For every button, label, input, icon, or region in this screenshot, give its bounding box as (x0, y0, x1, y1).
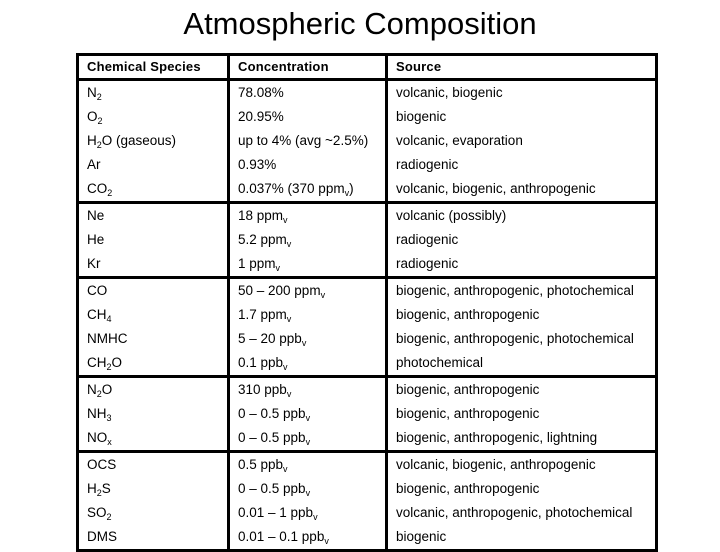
concentration-unit-subscript: v (283, 362, 288, 372)
species-cell (78, 203, 229, 229)
species-base: NMHC (87, 331, 128, 346)
concentration-unit-subscript: v (305, 437, 311, 447)
species-base: OCS (87, 457, 117, 472)
source-cell: radiogenic (387, 153, 657, 177)
concentration-cell (229, 228, 387, 252)
table-row (78, 426, 657, 452)
species-subscript: x (107, 437, 112, 447)
table-row (78, 80, 657, 106)
source-cell: biogenic, anthropogenic (387, 402, 657, 426)
concentration-value: 20.95% (238, 109, 284, 124)
species-base: H (87, 133, 97, 148)
concentration-unit-subscript: v (283, 464, 288, 474)
species-base: CO (87, 283, 108, 298)
species-subscript: 2 (106, 362, 112, 372)
species-base: DMS (87, 529, 117, 544)
concentration-value: 0.5 ppb (238, 457, 284, 472)
concentration-suffix: ) (349, 181, 354, 196)
concentration-cell (229, 525, 387, 551)
concentration-value: up to 4% (avg ~2.5%) (238, 133, 369, 148)
table-row (78, 278, 657, 304)
composition-table (76, 53, 658, 552)
table-row (78, 327, 657, 351)
species-subscript: 2 (96, 488, 102, 498)
concentration-cell (229, 129, 387, 153)
table-row (78, 177, 657, 203)
source-cell: biogenic, anthropogenic (387, 377, 657, 403)
concentration-cell (229, 153, 387, 177)
concentration-value: 0.93% (238, 157, 277, 172)
concentration-cell (229, 278, 387, 304)
species-suffix: S (101, 481, 111, 496)
concentration-value: 0 – 0.5 ppb (238, 481, 306, 496)
table-row (78, 252, 657, 278)
concentration-value: 0 – 0.5 ppb (238, 430, 306, 445)
concentration-cell (229, 80, 387, 106)
concentration-unit-subscript: v (275, 263, 281, 273)
source-cell: volcanic (possibly) (387, 203, 657, 229)
species-base: CO (87, 181, 108, 196)
species-base: O (87, 109, 98, 124)
species-subscript: 2 (96, 92, 102, 102)
table-row (78, 452, 657, 478)
concentration-unit-subscript: v (305, 413, 311, 423)
table-row (78, 525, 657, 551)
concentration-value: 78.08% (238, 85, 284, 100)
page-title: Atmospheric Composition (183, 6, 537, 41)
table-row (78, 377, 657, 403)
species-cell (78, 377, 229, 403)
species-base: H (87, 481, 97, 496)
table-header-row (78, 55, 657, 80)
species-subscript: 2 (96, 389, 102, 399)
species-base: NO (87, 430, 108, 445)
species-base: CH (87, 355, 107, 370)
species-subscript: 4 (106, 314, 112, 324)
species-base: SO (87, 505, 107, 520)
species-base: He (87, 232, 105, 247)
species-cell (78, 228, 229, 252)
concentration-cell (229, 477, 387, 501)
table-row (78, 351, 657, 377)
concentration-value: 0 – 0.5 ppb (238, 406, 306, 421)
source-cell: volcanic, biogenic, anthropogenic (387, 452, 657, 478)
concentration-cell (229, 426, 387, 452)
source-cell: radiogenic (387, 228, 657, 252)
species-cell (78, 177, 229, 203)
concentration-unit-subscript: v (286, 314, 292, 324)
table-row (78, 402, 657, 426)
species-subscript: 2 (106, 512, 112, 522)
table-row (78, 203, 657, 229)
species-suffix: O (111, 355, 123, 370)
concentration-value: 0.1 ppb (238, 355, 284, 370)
concentration-cell (229, 327, 387, 351)
species-subscript: 2 (97, 116, 103, 126)
source-cell: biogenic (387, 105, 657, 129)
table-row (78, 477, 657, 501)
source-cell: photochemical (387, 351, 657, 377)
species-base: Kr (87, 256, 101, 271)
species-cell (78, 303, 229, 327)
species-cell (78, 129, 229, 153)
concentration-cell (229, 303, 387, 327)
table-row (78, 501, 657, 525)
source-cell: volcanic, biogenic, anthropogenic (387, 177, 657, 203)
species-base: Ar (87, 157, 101, 172)
species-base: CH (87, 307, 107, 322)
species-cell (78, 278, 229, 304)
table-row (78, 153, 657, 177)
concentration-value: 0.01 – 0.1 ppb (238, 529, 325, 544)
source-cell: radiogenic (387, 252, 657, 278)
composition-table-container (76, 53, 655, 552)
table-row (78, 129, 657, 153)
header-source: Source (387, 55, 657, 80)
source-cell: volcanic, evaporation (387, 129, 657, 153)
species-subscript: 2 (107, 188, 113, 198)
source-cell: biogenic, anthropogenic, photochemical (387, 278, 657, 304)
species-suffix: O (101, 382, 113, 397)
concentration-unit-subscript: v (313, 512, 318, 522)
species-base: N (87, 382, 97, 397)
concentration-unit-subscript: v (344, 188, 350, 198)
species-cell (78, 351, 229, 377)
concentration-unit-subscript: v (286, 239, 292, 249)
source-cell: biogenic (387, 525, 657, 551)
concentration-cell (229, 105, 387, 129)
concentration-unit-subscript: v (286, 389, 292, 399)
concentration-cell (229, 501, 387, 525)
species-cell (78, 252, 229, 278)
table-body (78, 80, 657, 551)
species-cell (78, 501, 229, 525)
concentration-unit-subscript: v (283, 215, 288, 225)
concentration-value: 1 ppm (238, 256, 276, 271)
species-subscript: 3 (106, 413, 112, 423)
concentration-cell (229, 377, 387, 403)
concentration-value: 0.01 – 1 ppb (238, 505, 314, 520)
concentration-unit-subscript: v (320, 290, 326, 300)
concentration-value: 18 ppm (238, 208, 284, 223)
header-concentration: Concentration (229, 55, 387, 80)
concentration-cell (229, 177, 387, 203)
source-cell: volcanic, biogenic (387, 80, 657, 106)
concentration-value: 5 – 20 ppb (238, 331, 302, 346)
concentration-cell (229, 351, 387, 377)
species-cell (78, 477, 229, 501)
species-base: Ne (87, 208, 105, 223)
species-cell (78, 105, 229, 129)
source-cell: biogenic, anthropogenic, photochemical (387, 327, 657, 351)
source-cell: biogenic, anthropogenic (387, 303, 657, 327)
header-chemical-species: Chemical Species (78, 55, 229, 80)
species-cell (78, 452, 229, 478)
species-base: NH (87, 406, 107, 421)
table-row (78, 303, 657, 327)
source-cell: volcanic, anthropogenic, photochemical (387, 501, 657, 525)
concentration-cell (229, 452, 387, 478)
species-cell (78, 80, 229, 106)
species-cell (78, 153, 229, 177)
concentration-unit-subscript: v (305, 488, 311, 498)
concentration-unit-subscript: v (324, 536, 329, 546)
concentration-value: 5.2 ppm (238, 232, 287, 247)
table-row (78, 228, 657, 252)
species-base: N (87, 85, 97, 100)
concentration-value: 50 – 200 ppm (238, 283, 321, 298)
concentration-cell (229, 252, 387, 278)
table-row (78, 105, 657, 129)
species-cell (78, 402, 229, 426)
concentration-value: 1.7 ppm (238, 307, 287, 322)
species-cell (78, 327, 229, 351)
species-suffix: O (gaseous) (101, 133, 177, 148)
species-cell (78, 426, 229, 452)
species-cell (78, 525, 229, 551)
concentration-value: 0.037% (370 ppm (238, 181, 345, 196)
concentration-cell (229, 203, 387, 229)
concentration-value: 310 ppb (238, 382, 287, 397)
source-cell: biogenic, anthropogenic (387, 477, 657, 501)
species-subscript: 2 (96, 140, 102, 150)
source-cell: biogenic, anthropogenic, lightning (387, 426, 657, 452)
concentration-cell (229, 402, 387, 426)
concentration-unit-subscript: v (301, 338, 307, 348)
